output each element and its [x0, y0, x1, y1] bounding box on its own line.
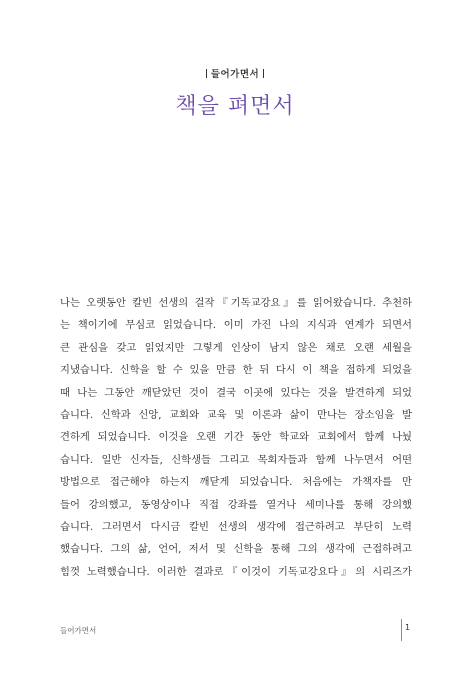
body-line: 나는 오랫동안 칼빈 선생의 걸작『기독교강요』를 읽어왔습니다. 추천하 [60, 297, 412, 309]
body-line: 견하게 되었습니다. 이것을 오랜 기간 동안 학교와 교회에서 함께 나눴 [60, 431, 412, 444]
body-line: 습니다. 신학과 신앙, 교회와 교육 및 이론과 삶이 만나는 장소임을 발 [60, 408, 412, 421]
body-line: 지냈습니다. 신학을 할 수 있을 만큼 한 뒤 다시 이 책을 접하게 되었을 [60, 364, 412, 377]
section-label [0, 66, 470, 80]
body-line: 힘껏 노력했습니다. 이러한 결과로『이것이 기독교강요다』의 시리즈가 [60, 565, 412, 578]
section-label-bar-right [263, 69, 264, 78]
section-label-text: 들어가면서 [210, 69, 260, 80]
body-line: 큰 관심을 갖고 읽었지만 그렇게 인상이 남지 않은 채로 오랜 세월을 [60, 341, 412, 354]
chapter-title: 책을 펴면서 [175, 94, 295, 119]
body-line: 때 나는 그동안 깨닫았던 것이 결국 이곳에 있다는 것을 발견하게 되었 [60, 386, 412, 399]
body-line: 했습니다. 그의 삶, 언어, 저서 및 신학을 통해 그의 생각에 근접하려고 [60, 543, 412, 556]
section-label-bar-left [206, 69, 207, 78]
body-text [60, 292, 412, 583]
body-line: 습니다. 일반 신자들, 신학생들 그리고 목회자들과 함께 나누면서 어떤 [60, 453, 412, 466]
body-line: 들어 강의했고, 동영상이나 직접 강좌를 열거나 세미나를 통해 강의했 [60, 498, 412, 511]
page-number: 1 [405, 623, 411, 632]
body-line: 방법으로 접근해야 하는지 깨닫게 되었습니다. 처음에는 가책자를 만 [60, 476, 412, 489]
footer-divider [401, 619, 402, 641]
body-line: 는 책이기에 무심코 읽었습니다. 이미 가진 나의 지식과 연계가 되면서 [60, 319, 412, 332]
body-line: 습니다. 그러면서 다시금 칼빈 선생의 생각에 접근하려고 부단히 노력 [60, 520, 412, 533]
running-head: 들어가면서 [60, 626, 97, 635]
